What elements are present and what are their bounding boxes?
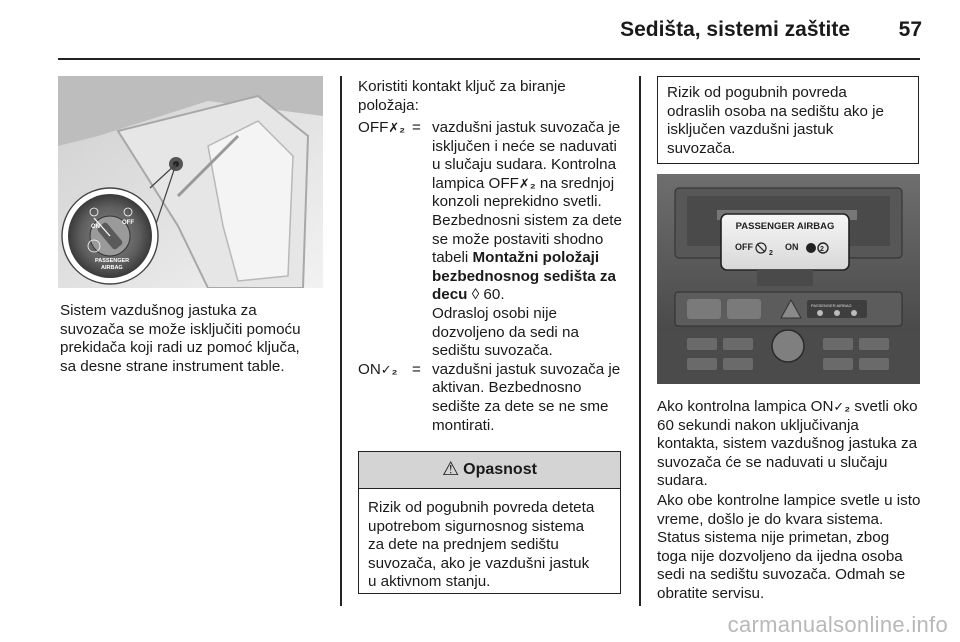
page-number: 57 xyxy=(898,18,922,41)
danger-warning-title: Opasnost xyxy=(463,460,537,478)
definition-on-term xyxy=(358,361,412,435)
adult-risk-note-line: suvozača. xyxy=(667,139,736,157)
position-intro-line: položaja: xyxy=(358,96,419,114)
off-term-text: OFF xyxy=(358,119,389,136)
danger-warning-line: upotrebom sigurnosnog sistema xyxy=(368,517,585,535)
airbag-off-symbol-icon: ✗₂ xyxy=(518,175,536,191)
header-rule xyxy=(58,58,920,60)
switch-description-line: sa desne strane instrument table. xyxy=(60,357,285,375)
definition-off xyxy=(358,119,623,361)
center-console-figure xyxy=(657,174,920,384)
danger-warning-line: u aktivnom stanju. xyxy=(368,573,491,591)
danger-warning-line: Rizik od pogubnih povreda deteta xyxy=(368,499,595,516)
position-definitions xyxy=(358,119,623,435)
adult-risk-note-box xyxy=(657,76,919,164)
position-intro xyxy=(358,78,623,115)
adult-risk-note-line: isključen vazdušni jastuk xyxy=(667,121,834,139)
airbag-key-switch-figure xyxy=(58,76,323,288)
column-divider-2 xyxy=(639,76,641,606)
console-small-label: PASSENGER AIRBAG xyxy=(811,303,852,308)
definition-off-equals: = xyxy=(412,119,421,136)
child-seat-table-link[interactable]: Montažni položaji bezbednosnog sedišta za decu xyxy=(432,249,616,304)
on-lamp-paragraph xyxy=(657,398,922,491)
danger-warning-line: suvozača, ako je vazdušni jastuk xyxy=(368,554,590,572)
definition-on-equals: = xyxy=(412,360,421,378)
on-term-text: ON xyxy=(358,360,381,378)
switch-description-line: suvozača se može isključiti pomoću xyxy=(60,320,301,338)
panel-on-label: ON xyxy=(785,242,799,252)
definition-off-term xyxy=(358,119,412,361)
svg-text:2: 2 xyxy=(769,250,773,257)
switch-description-line: prekidača koji radi uz pomoć ključa, xyxy=(60,339,300,357)
dial-on-label: ON xyxy=(91,224,100,230)
panel-off-label: OFF xyxy=(735,242,753,252)
danger-warning-body xyxy=(359,489,620,592)
malfunction-paragraph: Ako obe kontrolne lampice svetle u isto vreme, došlo je do kvara sistema. Status sistema nije primetan, zbog toga nije dozvoljeno da ijedna osoba sedi na sedištu suvozača. Odmah se obratite servisu. xyxy=(657,492,921,602)
page-reference-arrow-icon: ◊ xyxy=(471,286,480,304)
dial-passenger-label: PASSENGER xyxy=(95,258,130,264)
page-title: Sedišta, sistemi zaštite xyxy=(620,18,850,41)
definition-on-body: vazdušni jastuk suvozača je aktivan. Bezbednosno sedište za dete se ne sme montirati. xyxy=(432,360,621,434)
warning-triangle-icon: ⚠ xyxy=(442,458,460,480)
airbag-on-symbol-icon: ✓₂ xyxy=(833,399,851,414)
definition-on xyxy=(358,361,623,435)
page-reference[interactable]: 60. xyxy=(479,286,505,304)
airbag-key-switch-illustration xyxy=(58,76,323,288)
danger-warning-line: za dete na prednjem sedištu xyxy=(368,536,559,554)
center-console-illustration xyxy=(657,174,920,384)
dial-off-label: OFF xyxy=(122,220,134,226)
switch-description-line: Sistem vazdušnog jastuka za xyxy=(60,302,257,319)
adult-risk-note-line: odraslih osoba na sedištu ako je xyxy=(667,102,884,120)
definition-off-text: na srednjoj konzoli neprekidno svetli. Bezbednosni sistem za dete se može postaviti shodno tabeli xyxy=(432,174,622,267)
on-lamp-text: svetli oko 60 sekundi nakon uključivanja kontakta, sistem vazdušnog jastuka za suvozača će se naduvati u slučaju sudara. xyxy=(657,398,918,490)
watermark: carmanualsonline.info xyxy=(727,612,948,637)
danger-warning-box xyxy=(358,451,621,594)
definition-off-text: vazdušni jastuk suvozača je isključen i neće se naduvati u slučaju sudara. Kontrolna lampica OFF xyxy=(432,119,621,192)
definition-off-adult-note: Odrasloj osobi nije dozvoljeno da sedi na sedištu suvozača. xyxy=(432,304,579,360)
adult-risk-note-line: Rizik od pogubnih povreda xyxy=(667,84,847,101)
danger-warning-header xyxy=(359,452,620,489)
panel-title-label: PASSENGER AIRBAG xyxy=(735,221,835,232)
airbag-on-symbol-icon: ✓₂ xyxy=(380,361,398,377)
position-intro-line: Koristiti kontakt ključ za biranje xyxy=(358,78,566,95)
switch-description xyxy=(60,302,330,376)
airbag-off-symbol-icon: ✗₂ xyxy=(388,120,406,135)
on-lamp-text: Ako kontrolna lampica ON xyxy=(657,398,834,415)
column-divider-1 xyxy=(340,76,342,606)
svg-text:2: 2 xyxy=(820,246,824,253)
definition-off-body xyxy=(432,119,623,361)
dial-airbag-label: AIRBAG xyxy=(101,265,123,271)
